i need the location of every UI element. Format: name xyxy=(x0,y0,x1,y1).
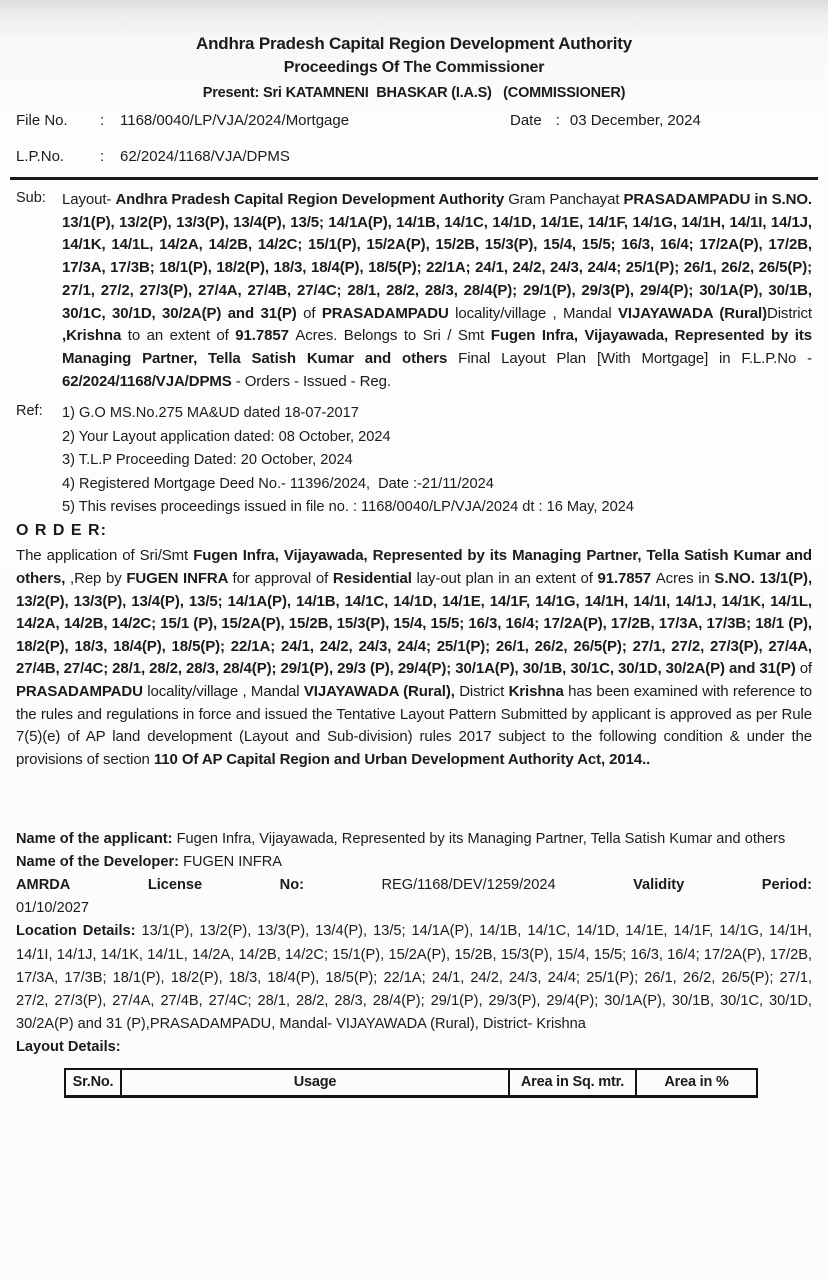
text-segment: No: xyxy=(279,877,304,894)
text-segment: Andhra Pradesh Capital Region Development Authority xyxy=(115,191,509,208)
lp-no-colon: : xyxy=(100,148,105,165)
reference-item: 4) Registered Mortgage Deed No.- 11396/2024, Date :-21/11/2024 xyxy=(62,475,494,492)
text-segment: District xyxy=(459,682,509,700)
text-segment: The application of Sri/Smt xyxy=(16,547,194,565)
text-segment: Period: xyxy=(761,877,812,894)
date-value: 03 December, 2024 xyxy=(569,112,701,129)
file-no-label: File No. xyxy=(16,112,68,129)
order-paragraph xyxy=(16,545,812,771)
text-segment: AMRDA xyxy=(16,877,71,894)
text-segment: locality/village , Mandal xyxy=(455,304,619,322)
table-header-cell: Sr.No. xyxy=(65,1069,121,1097)
text-segment: 110 Of AP Capital Region and Urban Development Authority Act, 2014.. xyxy=(153,750,651,768)
text-segment: Acres. Belongs to Sri / Smt xyxy=(295,327,491,345)
text-segment: ,Rep by xyxy=(70,569,127,587)
text-segment: has been examined with reference to the rules and regulations in force and issued the Tentative Layout Pattern Submitted by applicant is approved as per Rule 7(5)(e) of AP land development (Layout and Sub-division) rules 2017 subject to the following condition & under the provisions of section xyxy=(16,682,813,768)
proceedings-title: Proceedings Of The Commissioner xyxy=(283,59,545,76)
text-segment: FUGEN INFRA xyxy=(183,854,282,871)
table-header-cell: Area in Sq. mtr. xyxy=(509,1069,636,1097)
developer-line xyxy=(16,851,812,874)
text-segment: Name of the Developer: xyxy=(16,854,184,871)
lp-no-label: L.P.No. xyxy=(16,148,65,165)
text-segment: for approval of xyxy=(232,569,333,587)
text-segment: Location Details: xyxy=(16,923,142,940)
layout-details-table xyxy=(64,1068,758,1098)
text-segment: PRASADAMPADU in S.NO. 13/1(P), 13/2(P), 13/3(P), 13/4(P), 13/5; 14/1A(P), 14/1B, 14/1C, 14/1D, 14/1E, 14/1F, 14/1G, 14/1H, 14/1I, 14/1J, 14/1K, 14/1L, 14/2A, 14/2B, 14/2C; 15/1(P), 15/2A(P), 15/2B, 15/3(P), 15/4, 15/5; 16/3, 16/4; 17/2A(P), 17/2B, 17/3A, 17/3B; 18/1(P), 18/2(P), 18/3, 18/4(P), 18/5(P); 22/1A; 24/1, 24/2, 24/3, 24/4; 25/1(P); 26/1, 26/2, 26/5(P); 27/1, 27/2, 27/3(P), 27/4A, 27/4B, 27/4C; 28/1, 28/2, 28/3, 28/4(P); 29/1(P), 29/3(P), 29/4(P); 30/1A(P), 30/1B, 30/1C, 30/1D, 30/2A(P) and 31(P) xyxy=(62,191,812,322)
text-segment: - Orders - Issued - Reg. xyxy=(235,372,391,390)
text-segment: Layout- xyxy=(62,191,116,208)
reference-block xyxy=(16,402,812,519)
text-segment: Krishna xyxy=(508,682,569,700)
text-segment: Validity xyxy=(633,877,685,894)
license-validity-date: 01/10/2027 xyxy=(16,900,90,917)
text-segment: Gram Panchayat xyxy=(508,191,624,208)
text-segment: REG/1168/DEV/1259/2024 xyxy=(381,877,556,894)
text-segment: Final Layout Plan [With Mortgage] in F.L.P.No - xyxy=(458,349,813,367)
text-segment: VIJAYAWADA (Rural) xyxy=(618,304,767,322)
text-segment: 62/2024/1168/VJA/DPMS xyxy=(62,372,236,390)
applicant-line xyxy=(16,828,812,851)
file-no-value: 1168/0040/LP/VJA/2024/Mortgage xyxy=(120,112,350,129)
text-segment: License xyxy=(147,877,203,894)
text-segment: 13/1(P), 13/2(P), 13/3(P), 13/4(P), 13/5; 14/1A(P), 14/1B, 14/1C, 14/1D, 14/1E, 14/1F, 14/1G, 14/1H, 14/1I, 14/1J, 14/1K, 14/1L, 14/2A, 14/2B, 14/2C; 15/1(P), 15/2A(P), 15/2B, 15/3(P), 15/4, 15/5; 16/3, 16/4; 17/2A(P), 17/2B, 17/3A, 17/3B; 18/1(P), 18/2(P), 18/3, 18/4(P), 18/5(P); 22/1A; 24/1, 24/2, 24/3, 24/4; 25/1(P); 26/1, 26/2, 26/5(P); 27/1, 27/2, 27/3(P), 27/4A, 27/4B, 27/4C; 28/1, 28/2, 28/3, 28/4(P); 29/1(P), 29/3(P), 29/4(P); 30/1A(P), 30/1B, 30/1C, 30/1D, 30/2A(P) and 31 (P),PRASADAMPADU, Mandal- VIJAYAWADA (Rural), District- Krishna xyxy=(16,923,812,1033)
text-segment: S.NO. 13/1(P), 13/2(P), 13/3(P), 13/4(P), 13/5; 14/1A(P), 14/1B, 14/1C, 14/1D, 14/1E, 14/1F, 14/1G, 14/1H, 14/1I, 14/1J, 14/1K, 14/1L, 14/2A, 14/2B, 14/2C; 15/1 (P), 15/2A(P), 15/2B, 15/3(P), 15/4, 15/5; 16/3, 16/4; 17/2A(P), 17/2B, 17/3A, 17/3B; 18/1 (P), 18/2(P), 18/3, 18/4(P), 18/5(P); 22/1A; 24/1, 24/2, 24/3, 24/4; 25/1(P); 26/1, 26/2, 26/5(P); 27/1, 27/2, 27/3(P), 27/4A, 27/4B, 27/4C; 28/1, 28/2, 28/3, 28/4(P); 29/1(P), 29/3 (P), 29/4(P); 30/1A(P), 30/1B, 30/1C, 30/1D, 30/2A(P) and 31(P) xyxy=(16,569,813,678)
text-segment: 91.7857 xyxy=(235,327,296,345)
text-segment: Name of the applicant: xyxy=(16,831,177,848)
text-segment: lay-out plan in an extent of xyxy=(416,569,598,587)
file-no-colon: : xyxy=(100,112,105,129)
document-header xyxy=(16,0,812,101)
text-segment: VIJAYAWADA (Rural), xyxy=(303,682,460,700)
reference-item: 5) This revises proceedings issued in file no. : 1168/0040/LP/VJA/2024 dt : 16 May, 2024 xyxy=(62,498,634,515)
text-segment: Acres in xyxy=(655,569,715,587)
table-header-cell: Usage xyxy=(121,1069,509,1097)
reference-item: 3) T.L.P Proceeding Dated: 20 October, 2024 xyxy=(62,452,353,469)
license-row xyxy=(16,874,812,897)
reference-list xyxy=(62,402,812,519)
subject-block xyxy=(16,189,812,393)
text-segment: of xyxy=(799,660,812,678)
location-details-paragraph xyxy=(16,920,812,1036)
lp-no-row xyxy=(16,148,812,169)
layout-details-header-row xyxy=(65,1069,757,1097)
date-group xyxy=(510,112,701,129)
file-no-row xyxy=(16,112,812,133)
text-segment: to an extent of xyxy=(127,327,236,345)
text-segment: PRASADAMPADU xyxy=(321,304,456,322)
spacer xyxy=(16,771,812,828)
text-segment: Fugen Infra, Vijayawada, Represented by its Managing Partner, Tella Satish Kumar and others, xyxy=(16,547,812,587)
text-segment: District xyxy=(766,304,812,322)
subject-label: Sub: xyxy=(16,190,46,206)
text-segment: Residential xyxy=(332,569,417,587)
subject-paragraph xyxy=(62,189,812,393)
order-heading: O R D E R: xyxy=(16,522,107,540)
text-segment: ,Krishna xyxy=(62,327,128,345)
text-segment: of xyxy=(303,304,322,322)
layout-details-label: Layout Details: xyxy=(16,1039,121,1056)
authority-title: Andhra Pradesh Capital Region Development Authority xyxy=(196,34,632,53)
header-divider xyxy=(10,177,818,180)
reference-item: 2) Your Layout application dated: 08 October, 2024 xyxy=(62,428,391,445)
reference-item: 1) G.O MS.No.275 MA&UD dated 18-07-2017 xyxy=(62,405,359,422)
date-colon: : xyxy=(555,112,560,129)
text-segment: Fugen Infra, Vijayawada, Represented by its Managing Partner, Tella Satish Kumar and others xyxy=(176,831,786,848)
reference-label: Ref: xyxy=(16,403,43,420)
lp-no-value: 62/2024/1168/VJA/DPMS xyxy=(120,148,290,165)
date-label: Date xyxy=(510,112,542,129)
text-segment: 91.7857 xyxy=(597,569,656,587)
present-line: Present: Sri KATAMNENI BHASKAR (I.A.S) (COMMISSIONER) xyxy=(202,85,626,101)
text-segment: PRASADAMPADU xyxy=(16,682,148,700)
text-segment: FUGEN INFRA xyxy=(126,569,233,587)
table-header-cell: Area in % xyxy=(636,1069,757,1097)
text-segment: Fugen Infra, Vijayawada, Represented by its Managing Partner, Tella Satish Kumar and others xyxy=(62,327,813,367)
text-segment: locality/village , Mandal xyxy=(147,682,304,700)
